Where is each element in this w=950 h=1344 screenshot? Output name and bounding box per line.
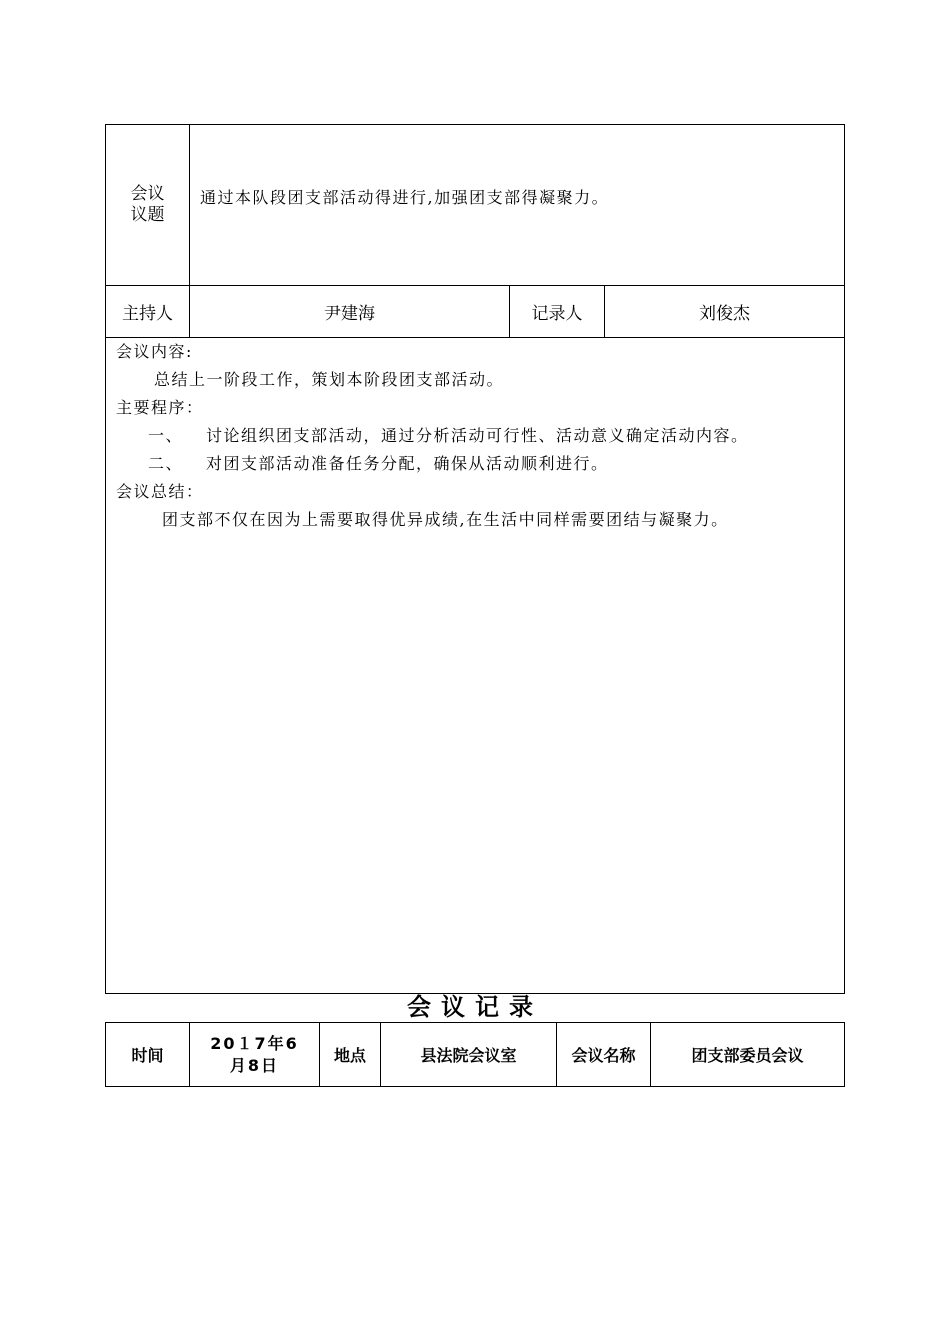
topic-text: 通过本队段团支部活动得进行,加强团支部得凝聚力。 bbox=[200, 188, 610, 207]
topic-row bbox=[106, 125, 844, 286]
host-name: 尹建海 bbox=[190, 286, 510, 337]
date-line2: 月8日 bbox=[229, 1055, 280, 1075]
time-label: 时间 bbox=[106, 1023, 190, 1086]
place-label: 地点 bbox=[320, 1023, 381, 1086]
procedure-heading: 主要程序： bbox=[116, 398, 204, 417]
meeting-date bbox=[190, 1023, 320, 1086]
conclusion-heading: 会议总结： bbox=[116, 482, 204, 501]
topic-label-line2: 议题 bbox=[130, 205, 165, 225]
meeting-record-table bbox=[105, 124, 845, 994]
procedure-step bbox=[116, 450, 836, 478]
meeting-info-table bbox=[105, 1022, 845, 1087]
conclusion-text: 团支部不仅在因为上需要取得优异成绩,在生活中同样需要团结与凝聚力。 bbox=[162, 510, 729, 529]
content-heading: 会议内容: bbox=[116, 342, 193, 361]
topic-label-line1: 会议 bbox=[130, 184, 165, 204]
meeting-content bbox=[116, 338, 836, 534]
step-number: 一、 bbox=[148, 426, 184, 445]
topic-label bbox=[106, 125, 190, 285]
step-text: 讨论组织团支部活动，通过分析活动可行性、活动意义确定活动内容。 bbox=[206, 426, 749, 445]
document-title: 会议记录 bbox=[407, 992, 543, 1021]
step-text: 对团支部活动准备任务分配，确保从活动顺利进行。 bbox=[206, 454, 609, 473]
date-line1: 20１7年6 bbox=[210, 1033, 299, 1053]
recorder-name: 刘俊杰 bbox=[699, 304, 750, 324]
host-label: 主持人 bbox=[106, 286, 190, 337]
meeting-name-value: 团支部委员会议 bbox=[691, 1046, 804, 1065]
content-summary: 总结上一阶段工作，策划本阶段团支部活动。 bbox=[154, 370, 505, 389]
procedure-step bbox=[116, 422, 836, 450]
recorder-label: 记录人 bbox=[510, 286, 605, 337]
meeting-name-label: 会议名称 bbox=[557, 1023, 651, 1086]
step-number: 二、 bbox=[148, 454, 184, 473]
place-value: 县法院会议室 bbox=[381, 1023, 557, 1086]
people-row bbox=[106, 286, 844, 338]
